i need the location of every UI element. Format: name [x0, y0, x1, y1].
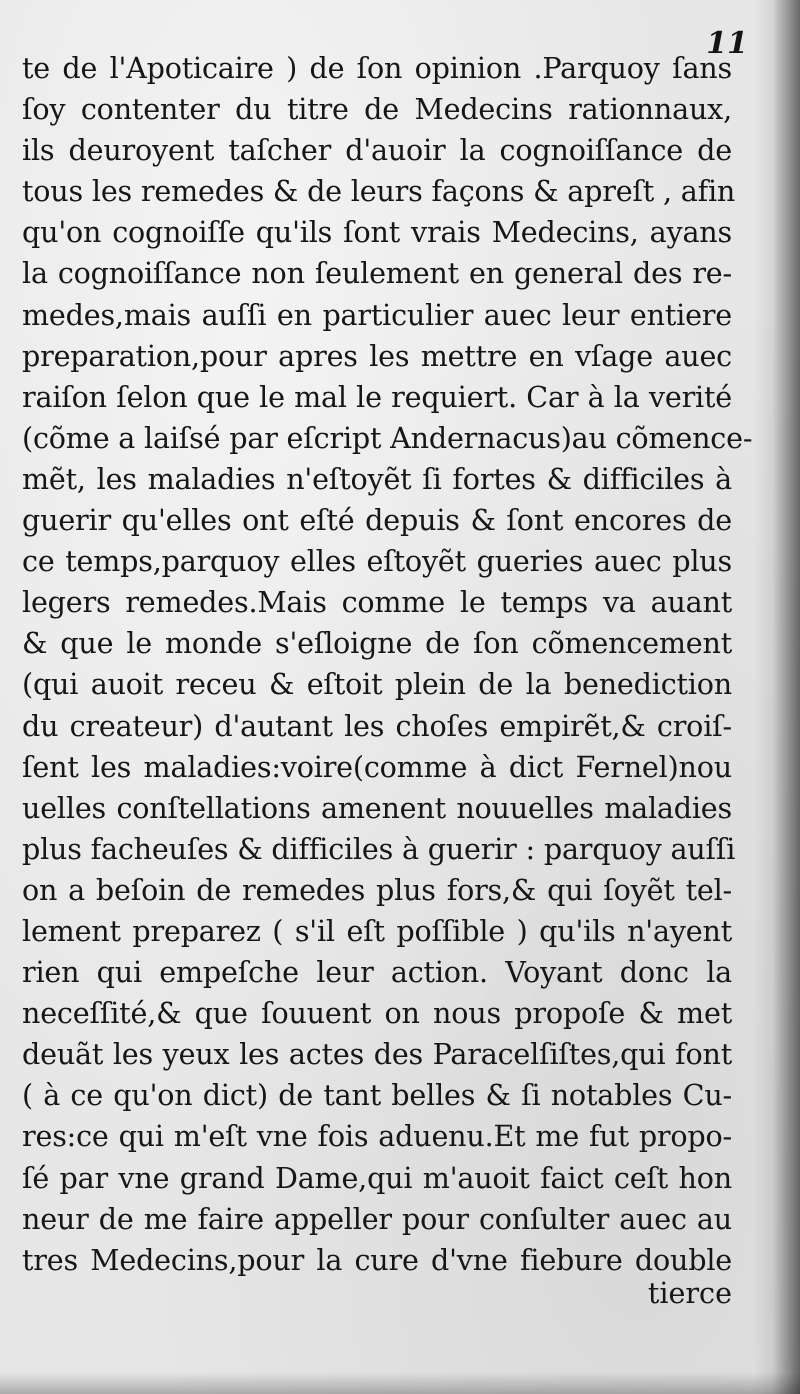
text-line: uelles conſtellations amenent nouuelles maladies [22, 790, 732, 825]
text-line: lement preparez ( s'il eſt poſſible ) qu'ils n'ayent [22, 913, 732, 948]
text-line: raiſon ſelon que le mal le requiert. Car à la verité [22, 379, 732, 414]
text-line: plus facheuſes & difficiles à guerir : parquoy auſſi [22, 831, 736, 866]
text-line: guerir qu'elles ont eſté depuis & ſont encores de [22, 503, 732, 538]
text-line: res:ce qui m'eſt vne fois aduenu.Et me fut propo- [22, 1119, 732, 1154]
text-line: on a beſoin de remedes plus fors,& qui ſoyẽt tel- [22, 872, 732, 907]
page-bottom-shadow [0, 1372, 800, 1394]
text-line: la cognoiſſance non ſeulement en general des re- [22, 256, 732, 291]
text-line: deuãt les yeux les actes des Paracelſiſtes,qui font [22, 1037, 732, 1072]
text-line: ſé par vne grand Dame,qui m'auoit faict ceſt hon [22, 1160, 732, 1195]
text-line: medes,mais auſſi en particulier auec leur entiere [22, 297, 732, 332]
text-line: qu'on cognoiſſe qu'ils ſont vrais Medecins, ayans [22, 215, 732, 250]
page-number: 11 [706, 26, 748, 61]
text-line: ( à ce qu'on dict) de tant belles & ſi notables Cu- [22, 1078, 732, 1113]
text-line: ce temps,parquoy elles eſtoyẽt gueries auec plus [22, 544, 732, 579]
text-line: mẽt, les maladies n'eſtoyẽt ſi fortes & difficiles à [22, 461, 732, 496]
text-line: preparation,pour apres les mettre en vſage auec [22, 338, 732, 373]
text-line: tres Medecins,pour la cure d'vne fiebure double [22, 1242, 732, 1277]
text-line: te de l'Apoticaire ) de ſon opinion .Parquoy ſans [22, 51, 732, 85]
text-line: du createur) d'autant les choſes empirẽt,& croiſ- [22, 708, 732, 743]
text-line: neur de me faire appeller pour conſulter auec au [22, 1201, 732, 1236]
body-text [22, 48, 753, 1281]
text-line: (qui auoit receu & eſtoit plein de la benediction [22, 667, 732, 702]
text-line: & que le monde s'eſloigne de ſon cõmencement [22, 626, 732, 661]
catchword: tierce [647, 1276, 732, 1310]
text-line: (cõme a laiſsé par eſcript Andernacus)au cõmence- [22, 420, 753, 455]
text-line: ſoy contenter du titre de Medecins rationnaux, [22, 92, 732, 127]
text-line: rien qui empeſche leur action. Voyant donc la [22, 955, 732, 990]
text-line: ſent les maladies:voire(comme à dict Fernel)nou [22, 749, 732, 784]
text-line: legers remedes.Mais comme le temps va auant [22, 585, 732, 620]
text-line: ils deuroyent taſcher d'auoir la cognoiſſance de [22, 133, 732, 168]
text-line: neceſſité,& que ſouuent on nous propoſe & met [22, 996, 732, 1031]
text-line: tous les remedes & de leurs façons & apreſt , afin [22, 174, 736, 209]
page-edge-shadow [754, 0, 800, 1394]
